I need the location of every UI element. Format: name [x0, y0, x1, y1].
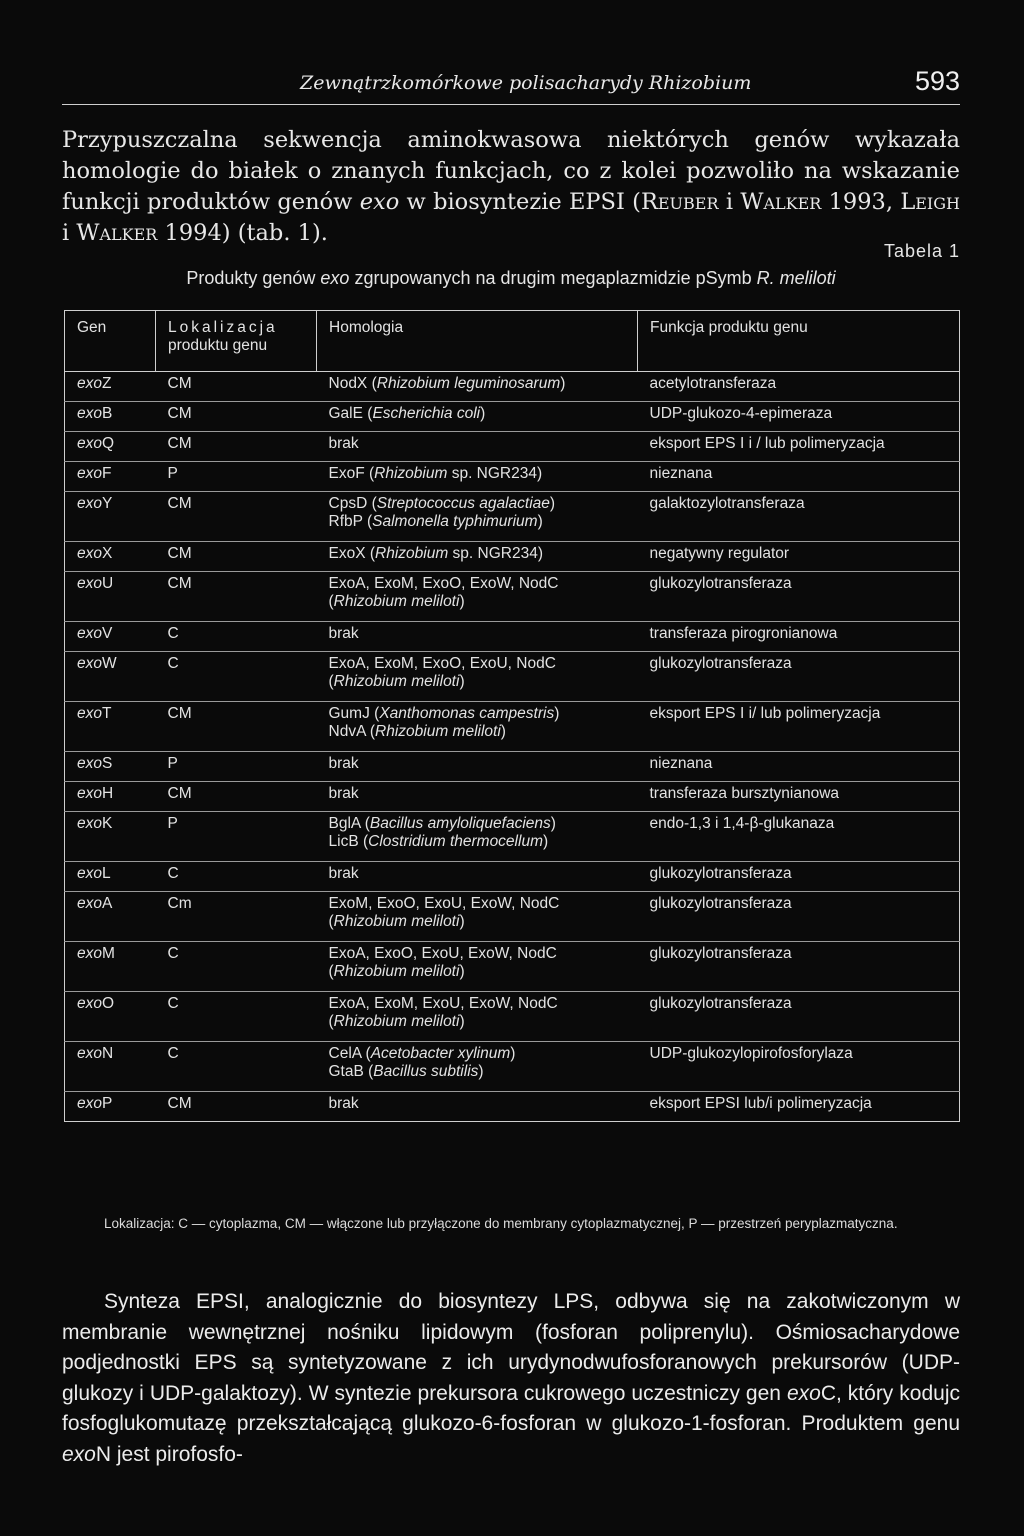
- cell-localization: C: [156, 652, 317, 702]
- homology-line: [329, 1013, 630, 1031]
- homology-organism: Escherichia coli: [372, 405, 481, 422]
- homology-line: [329, 625, 630, 643]
- homology-text: ): [500, 723, 506, 740]
- cell-localization: CM: [156, 1092, 317, 1122]
- cell-localization: CM: [156, 702, 317, 752]
- caption-text: Produkty genów: [186, 268, 321, 288]
- gene-suffix: N: [102, 1045, 114, 1062]
- homology-line: [329, 1063, 630, 1081]
- table-header-row: [65, 311, 960, 372]
- cell-localization: Cm: [156, 892, 317, 942]
- gene-suffix: T: [102, 705, 112, 722]
- cell-homology: [317, 782, 638, 812]
- cell-gene: [65, 1042, 156, 1092]
- citation-author: Walker: [740, 189, 822, 215]
- homology-line: [329, 1045, 630, 1063]
- homology-text: ): [459, 963, 465, 980]
- homology-organism: Rhizobium: [375, 545, 449, 562]
- homology-organism: Rhizobium meliloti: [333, 1013, 460, 1030]
- intro-text: w biosyntezie EPSI (: [399, 189, 641, 215]
- homology-text: GumJ (: [328, 705, 380, 722]
- table-row: [65, 492, 960, 542]
- homology-text: brak: [328, 865, 359, 882]
- homology-line: [329, 963, 630, 981]
- caption-gene: exo: [320, 268, 350, 288]
- table-row: [65, 622, 960, 652]
- homology-text: ): [459, 673, 465, 690]
- cell-gene: [65, 702, 156, 752]
- cell-homology: [317, 892, 638, 942]
- homology-text: ): [542, 833, 549, 850]
- homology-text: (: [328, 913, 334, 930]
- gene-prefix: exo: [77, 1095, 102, 1112]
- homology-text: GalE (: [328, 405, 373, 422]
- homology-line: [329, 995, 630, 1013]
- homology-organism: Salmonella typhimurium: [372, 513, 538, 530]
- homology-text: NodX (: [328, 375, 377, 392]
- table-row: [65, 542, 960, 572]
- homology-text: ): [510, 1045, 516, 1062]
- citation-author: Walker: [76, 220, 158, 246]
- cell-function: glukozylotransferaza: [638, 572, 960, 622]
- homology-text: (: [328, 1013, 334, 1030]
- cell-localization: CM: [156, 402, 317, 432]
- homology-text: ): [459, 1013, 465, 1030]
- cell-localization: C: [156, 1042, 317, 1092]
- homology-text: LicB (: [328, 833, 369, 850]
- gene-suffix: B: [102, 405, 113, 422]
- homology-text: (: [328, 963, 334, 980]
- header-lok-line1: Lokalizacja: [168, 319, 278, 336]
- homology-text: sp. NGR234): [448, 545, 544, 562]
- cell-function: acetylotransferaza: [638, 372, 960, 402]
- cell-homology: [317, 462, 638, 492]
- table-footnote: Lokalizacja: C — cytoplazma, CM — włączone lub przyłączone do membrany cytoplazmatycznej, P — przestrzeń peryplazmatyczna.: [104, 1216, 898, 1231]
- gene-prefix: exo: [77, 495, 102, 512]
- homology-line: [329, 545, 630, 563]
- header-homologia: Homologia: [317, 311, 638, 372]
- cell-function: glukozylotransferaza: [638, 652, 960, 702]
- table-row: [65, 1042, 960, 1092]
- homology-organism: Rhizobium leguminosarum: [376, 375, 561, 392]
- homology-line: [329, 705, 630, 723]
- body-text: Synteza EPSI, analogicznie do biosyntezy LPS, odbywa się na zakotwiczonym w membranie wewnętrznej nośniku lipidowym (fosforan poliprenylu). Ośmiosacharydowe podjednostki EPS są syntetyzowane z ich urydynodwufosforanowych prekursorów (UDP-glukozy i UDP-galaktozy). W syntezie prekursora cukrowego uczestniczy gen: [62, 1290, 960, 1405]
- cell-function: negatywny regulator: [638, 542, 960, 572]
- intro-paragraph: [62, 125, 960, 249]
- gene-prefix: exo: [77, 995, 102, 1012]
- cell-localization: CM: [156, 432, 317, 462]
- gene-prefix: exo: [77, 895, 102, 912]
- gene-suffix: X: [102, 545, 113, 562]
- header-lok-line2: produktu genu: [168, 337, 268, 354]
- cell-homology: [317, 572, 638, 622]
- body-gene-suffix: C: [820, 1381, 836, 1405]
- homology-organism: Acetobacter xylinum: [370, 1045, 511, 1062]
- table-row: [65, 812, 960, 862]
- intro-text: 1993,: [821, 189, 901, 215]
- homology-text: (: [328, 593, 334, 610]
- homology-line: [329, 785, 630, 803]
- cell-gene: [65, 862, 156, 892]
- table-row: [65, 1092, 960, 1122]
- gene-suffix: Y: [102, 495, 113, 512]
- cell-gene: [65, 942, 156, 992]
- cell-homology: [317, 492, 638, 542]
- cell-gene: [65, 462, 156, 492]
- gene-prefix: exo: [77, 465, 102, 482]
- intro-text: i: [718, 189, 741, 215]
- cell-localization: CM: [156, 492, 317, 542]
- caption-species: R. meliloti: [756, 268, 836, 288]
- gene-suffix: K: [102, 815, 113, 832]
- gene-suffix: U: [102, 575, 114, 592]
- body-gene-suffix: N: [95, 1442, 112, 1466]
- homology-line: [329, 815, 630, 833]
- cell-gene: [65, 992, 156, 1042]
- homology-text: NdvA (: [328, 723, 376, 740]
- body-text: jest pirofosfo-: [111, 1442, 243, 1466]
- homology-text: CelA (: [328, 1045, 371, 1062]
- homology-line: [329, 913, 630, 931]
- gene-suffix: V: [102, 625, 113, 642]
- cell-gene: [65, 652, 156, 702]
- table-row: [65, 462, 960, 492]
- cell-gene: [65, 432, 156, 462]
- cell-localization: P: [156, 812, 317, 862]
- homology-line: [329, 723, 630, 741]
- citation-author: Leigh: [900, 189, 960, 215]
- cell-homology: [317, 542, 638, 572]
- gene-prefix: exo: [77, 755, 102, 772]
- table-row: [65, 752, 960, 782]
- homology-text: brak: [328, 755, 359, 772]
- homology-text: ExoA, ExoO, ExoU, ExoW, NodC: [328, 945, 557, 962]
- homology-line: [329, 465, 630, 483]
- table-label: Tabela 1: [883, 241, 960, 261]
- homology-line: [329, 495, 630, 513]
- table-row: [65, 432, 960, 462]
- body-gene-name: exo: [62, 1442, 96, 1466]
- gene-suffix: W: [102, 655, 117, 672]
- homology-line: [329, 435, 630, 453]
- cell-gene: [65, 812, 156, 862]
- homology-text: RfbP (: [328, 513, 373, 530]
- homology-organism: Rhizobium meliloti: [375, 723, 501, 740]
- header-funkcja: Funkcja produktu genu: [638, 311, 960, 372]
- cell-function: eksport EPS I i/ lub polimeryzacja: [638, 702, 960, 752]
- cell-function: galaktozylotransferaza: [638, 492, 960, 542]
- homology-line: [329, 1095, 630, 1113]
- cell-function: nieznana: [638, 462, 960, 492]
- table-row: [65, 402, 960, 432]
- homology-line: [329, 833, 630, 851]
- cell-homology: [317, 702, 638, 752]
- intro-text: Przypuszczalna sekwencja aminokwasowa niektórych genów wykazała homologie do białek o znanych funkcjach, co z kolei pozwoliło na wskazanie funkcji produktów genów: [62, 127, 960, 215]
- table-row: [65, 782, 960, 812]
- homology-text: ): [480, 405, 486, 422]
- gene-prefix: exo: [77, 545, 102, 562]
- gene-prefix: exo: [77, 945, 102, 962]
- homology-line: [329, 405, 630, 423]
- cell-localization: P: [156, 752, 317, 782]
- cell-localization: CM: [156, 372, 317, 402]
- cell-function: eksport EPSI lub/i polimeryzacja: [638, 1092, 960, 1122]
- table-row: [65, 572, 960, 622]
- cell-function: glukozylotransferaza: [638, 942, 960, 992]
- cell-gene: [65, 1092, 156, 1122]
- cell-gene: [65, 372, 156, 402]
- homology-organism: Rhizobium meliloti: [333, 593, 460, 610]
- cell-homology: [317, 992, 638, 1042]
- homology-text: ): [554, 705, 560, 722]
- cell-localization: C: [156, 942, 317, 992]
- header-gen: Gen: [65, 311, 156, 372]
- homology-organism: Streptococcus agalactiae: [376, 495, 550, 512]
- cell-function: glukozylotransferaza: [638, 862, 960, 892]
- cell-localization: CM: [156, 782, 317, 812]
- homology-organism: Bacillus amyloliquefaciens: [369, 815, 551, 832]
- homology-line: [329, 673, 630, 691]
- gene-prefix: exo: [77, 865, 102, 882]
- homology-text: ): [537, 513, 543, 530]
- intro-text: i: [62, 220, 77, 246]
- cell-homology: [317, 402, 638, 432]
- homology-text: brak: [328, 785, 359, 802]
- homology-text: ): [549, 495, 556, 512]
- homology-organism: Bacillus subtilis: [373, 1063, 479, 1080]
- homology-text: brak: [328, 435, 359, 452]
- caption-text: zgrupowanych na drugim megaplazmidzie pSymb: [349, 268, 757, 288]
- homology-text: brak: [328, 625, 359, 642]
- body-gene-name: exo: [786, 1381, 821, 1405]
- homology-text: brak: [328, 1095, 359, 1112]
- cell-homology: [317, 652, 638, 702]
- gene-suffix: Q: [102, 435, 115, 452]
- homology-line: [329, 865, 630, 883]
- homology-text: CpsD (: [328, 495, 377, 512]
- table-body: [65, 372, 960, 1122]
- gene-products-table: [64, 310, 960, 1122]
- cell-gene: [65, 622, 156, 652]
- cell-function: glukozylotransferaza: [638, 992, 960, 1042]
- homology-text: ): [478, 1063, 484, 1080]
- homology-text: ): [560, 375, 566, 392]
- homology-text: GtaB (: [328, 1063, 374, 1080]
- table-row: [65, 992, 960, 1042]
- cell-homology: [317, 862, 638, 892]
- gene-prefix: exo: [77, 785, 102, 802]
- table-row: [65, 942, 960, 992]
- citation-author: Reuber: [640, 189, 719, 215]
- gene-suffix: M: [102, 945, 115, 962]
- gene-suffix: H: [102, 785, 114, 802]
- homology-line: [329, 895, 630, 913]
- homology-text: ): [550, 815, 556, 832]
- homology-text: BglA (: [328, 815, 370, 832]
- cell-homology: [317, 622, 638, 652]
- gene-prefix: exo: [77, 375, 102, 392]
- cell-function: transferaza pirogronianowa: [638, 622, 960, 652]
- cell-homology: [317, 372, 638, 402]
- gene-prefix: exo: [77, 405, 102, 422]
- cell-function: nieznana: [638, 752, 960, 782]
- cell-gene: [65, 752, 156, 782]
- homology-organism: Xanthomonas campestris: [379, 705, 555, 722]
- cell-homology: [317, 942, 638, 992]
- homology-text: ExoF (: [328, 465, 375, 482]
- cell-gene: [65, 492, 156, 542]
- gene-prefix: exo: [77, 435, 102, 452]
- cell-function: glukozylotransferaza: [638, 892, 960, 942]
- cell-localization: C: [156, 862, 317, 892]
- cell-homology: [317, 1042, 638, 1092]
- table-caption: [62, 268, 960, 289]
- homology-text: ): [459, 593, 465, 610]
- homology-text: ExoX (: [328, 545, 376, 562]
- gene-suffix: A: [102, 895, 113, 912]
- running-title: Zewnątrzkomórkowe polisacharydy Rhizobium: [300, 72, 752, 94]
- gene-prefix: exo: [77, 575, 102, 592]
- homology-text: sp. NGR234): [447, 465, 543, 482]
- running-header: [62, 64, 960, 105]
- gene-prefix: exo: [77, 625, 102, 642]
- homology-text: ExoM, ExoO, ExoU, ExoW, NodC: [328, 895, 560, 912]
- cell-homology: [317, 812, 638, 862]
- cell-gene: [65, 892, 156, 942]
- gene-suffix: S: [102, 755, 113, 772]
- homology-text: ExoA, ExoM, ExoO, ExoW, NodC: [328, 575, 559, 592]
- cell-localization: C: [156, 992, 317, 1042]
- cell-gene: [65, 402, 156, 432]
- homology-text: ExoA, ExoM, ExoO, ExoU, NodC: [328, 655, 556, 672]
- gene-suffix: P: [102, 1095, 113, 1112]
- cell-gene: [65, 572, 156, 622]
- cell-homology: [317, 432, 638, 462]
- homology-organism: Rhizobium meliloti: [333, 913, 460, 930]
- cell-gene: [65, 782, 156, 812]
- cell-function: transferaza bursztynianowa: [638, 782, 960, 812]
- cell-function: eksport EPS I i / lub polimeryzacja: [638, 432, 960, 462]
- homology-organism: Rhizobium meliloti: [333, 673, 460, 690]
- gene-prefix: exo: [77, 1045, 102, 1062]
- homology-line: [329, 755, 630, 773]
- homology-line: [329, 375, 630, 393]
- homology-organism: Clostridium thermocellum: [368, 833, 543, 850]
- gene-suffix: Z: [102, 375, 112, 392]
- body-paragraph: [62, 1287, 960, 1470]
- gene-prefix: exo: [77, 815, 102, 832]
- cell-localization: C: [156, 622, 317, 652]
- table-row: [65, 862, 960, 892]
- homology-text: ): [459, 913, 465, 930]
- header-lokalizacja: [156, 311, 317, 372]
- intro-gene-name: exo: [359, 189, 400, 215]
- table-row: [65, 652, 960, 702]
- homology-line: [329, 513, 630, 531]
- homology-text: (: [328, 673, 334, 690]
- cell-homology: [317, 1092, 638, 1122]
- cell-localization: CM: [156, 572, 317, 622]
- homology-line: [329, 575, 630, 593]
- gene-suffix: F: [102, 465, 112, 482]
- table-row: [65, 372, 960, 402]
- body-text: , który kodujc fosfoglukomutazę przekształcającą glukozo-6-fosforan w glukozo-1-fosforan. Produktem genu: [62, 1381, 960, 1435]
- gene-prefix: exo: [77, 705, 102, 722]
- homology-organism: Rhizobium meliloti: [333, 963, 460, 980]
- table-row: [65, 892, 960, 942]
- intro-text: 1994) (tab. 1).: [157, 220, 328, 246]
- cell-localization: P: [156, 462, 317, 492]
- homology-line: [329, 945, 630, 963]
- cell-function: UDP-glukozylopirofosforylaza: [638, 1042, 960, 1092]
- homology-text: ExoA, ExoM, ExoU, ExoW, NodC: [328, 995, 558, 1012]
- homology-organism: Rhizobium: [374, 465, 448, 482]
- gene-suffix: O: [102, 995, 115, 1012]
- table-row: [65, 702, 960, 752]
- cell-gene: [65, 542, 156, 572]
- cell-function: UDP-glukozo-4-epimeraza: [638, 402, 960, 432]
- cell-function: endo-1,3 i 1,4-β-glukanaza: [638, 812, 960, 862]
- gene-prefix: exo: [77, 655, 102, 672]
- cell-localization: CM: [156, 542, 317, 572]
- cell-homology: [317, 752, 638, 782]
- homology-line: [329, 593, 630, 611]
- homology-line: [329, 655, 630, 673]
- page-number: 593: [914, 66, 960, 96]
- gene-suffix: L: [102, 865, 111, 882]
